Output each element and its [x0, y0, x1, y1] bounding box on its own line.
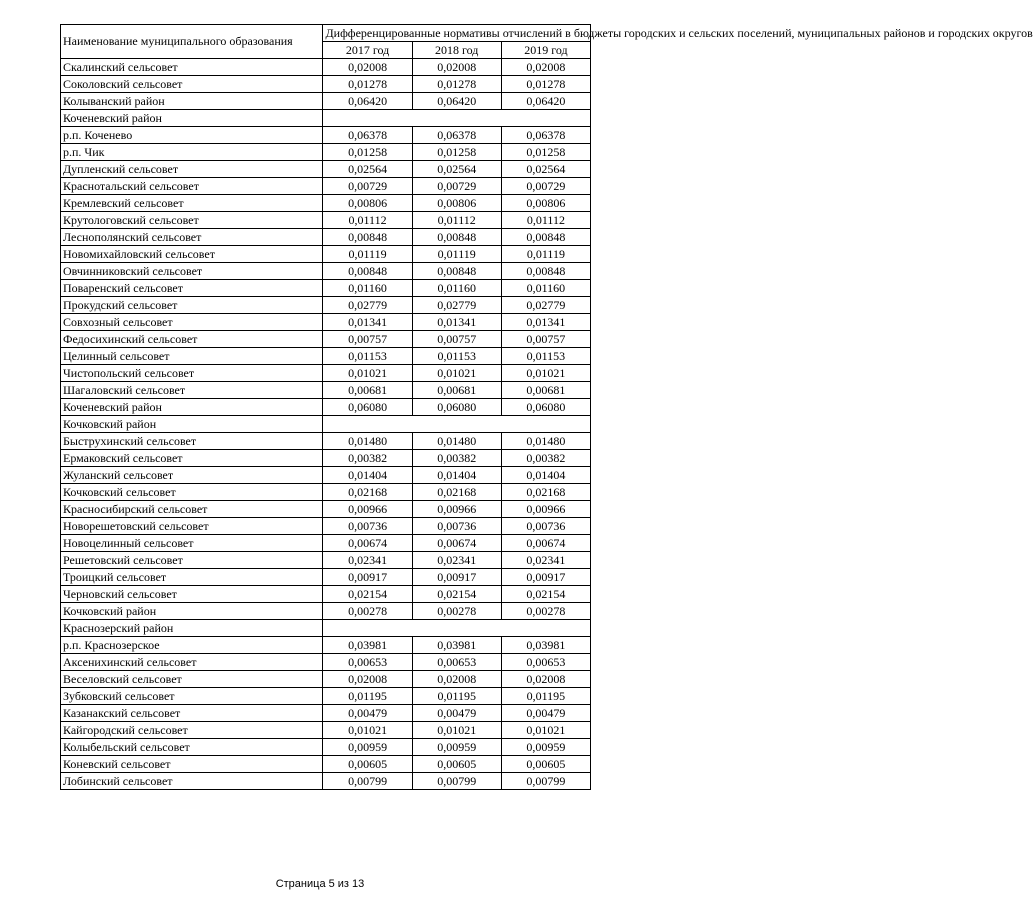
- value-2017: 0,00674: [323, 535, 412, 552]
- value-2018: 0,00757: [412, 331, 501, 348]
- table-row: [61, 433, 591, 450]
- table-row: [61, 671, 591, 688]
- district-empty-cell: [323, 620, 591, 637]
- value-2018: 0,01021: [412, 365, 501, 382]
- value-2018: 0,00729: [412, 178, 501, 195]
- municipality-name: Крутологовский сельсовет: [61, 212, 323, 229]
- table-row: [61, 705, 591, 722]
- table-row: [61, 297, 591, 314]
- value-2019: 0,01258: [501, 144, 590, 161]
- value-2019: 0,06080: [501, 399, 590, 416]
- value-2019: 0,00806: [501, 195, 590, 212]
- value-2017: 0,00479: [323, 705, 412, 722]
- municipality-name: Овчинниковский сельсовет: [61, 263, 323, 280]
- municipality-name: Кочковский сельсовет: [61, 484, 323, 501]
- value-2017: 0,01112: [323, 212, 412, 229]
- value-2019: 0,01278: [501, 76, 590, 93]
- value-2018: 0,01341: [412, 314, 501, 331]
- value-2019: 0,06378: [501, 127, 590, 144]
- table-row: [61, 501, 591, 518]
- value-2017: 0,00959: [323, 739, 412, 756]
- value-2019: 0,02564: [501, 161, 590, 178]
- table-row: [61, 59, 591, 76]
- municipality-name: Решетовский сельсовет: [61, 552, 323, 569]
- district-row: [61, 416, 591, 433]
- value-2019: 0,06420: [501, 93, 590, 110]
- value-2018: 0,00917: [412, 569, 501, 586]
- value-2017: 0,00681: [323, 382, 412, 399]
- table-row: [61, 365, 591, 382]
- value-2017: 0,01119: [323, 246, 412, 263]
- value-2017: 0,00757: [323, 331, 412, 348]
- value-2018: 0,02008: [412, 59, 501, 76]
- municipality-name: Лобинский сельсовет: [61, 773, 323, 790]
- value-2018: 0,06378: [412, 127, 501, 144]
- value-2019: 0,00966: [501, 501, 590, 518]
- value-2017: 0,00382: [323, 450, 412, 467]
- table-row: [61, 552, 591, 569]
- municipality-name: Поваренский сельсовет: [61, 280, 323, 297]
- table-row: [61, 637, 591, 654]
- municipality-name: Коченевский район: [61, 399, 323, 416]
- value-2019: 0,02168: [501, 484, 590, 501]
- value-2018: 0,02779: [412, 297, 501, 314]
- column-header-name: Наименование муниципального образования: [61, 25, 323, 59]
- municipality-name: Совхозный сельсовет: [61, 314, 323, 331]
- table-row: [61, 161, 591, 178]
- table-row: [61, 739, 591, 756]
- municipality-name: Леснополянский сельсовет: [61, 229, 323, 246]
- district-empty-cell: [323, 110, 591, 127]
- municipality-name: Прокудский сельсовет: [61, 297, 323, 314]
- table-row: [61, 756, 591, 773]
- value-2018: 0,01278: [412, 76, 501, 93]
- value-2017: 0,01153: [323, 348, 412, 365]
- value-2017: 0,02168: [323, 484, 412, 501]
- table-row: [61, 229, 591, 246]
- column-header-2018: 2018 год: [412, 42, 501, 59]
- table-row: [61, 586, 591, 603]
- value-2018: 0,01021: [412, 722, 501, 739]
- value-2019: 0,00605: [501, 756, 590, 773]
- value-2017: 0,02564: [323, 161, 412, 178]
- value-2018: 0,01153: [412, 348, 501, 365]
- value-2018: 0,06420: [412, 93, 501, 110]
- value-2018: 0,02341: [412, 552, 501, 569]
- table-row: [61, 144, 591, 161]
- value-2017: 0,02154: [323, 586, 412, 603]
- value-2018: 0,01112: [412, 212, 501, 229]
- value-2019: 0,01021: [501, 365, 590, 382]
- municipality-name: Дупленский сельсовет: [61, 161, 323, 178]
- municipality-name: Коневский сельсовет: [61, 756, 323, 773]
- table-body: [61, 59, 591, 790]
- value-2019: 0,00959: [501, 739, 590, 756]
- value-2017: 0,00653: [323, 654, 412, 671]
- value-2018: 0,01404: [412, 467, 501, 484]
- table-row: [61, 76, 591, 93]
- table-header: [61, 25, 1033, 59]
- value-2017: 0,06378: [323, 127, 412, 144]
- municipality-name: Краснотальский сельсовет: [61, 178, 323, 195]
- value-2019: 0,02008: [501, 671, 590, 688]
- district-name: Кочковский район: [61, 416, 323, 433]
- table-row: [61, 195, 591, 212]
- value-2017: 0,01258: [323, 144, 412, 161]
- municipality-name: Ермаковский сельсовет: [61, 450, 323, 467]
- value-2017: 0,01195: [323, 688, 412, 705]
- municipality-name: р.п. Коченево: [61, 127, 323, 144]
- municipality-name: Новорешетовский сельсовет: [61, 518, 323, 535]
- value-2017: 0,06080: [323, 399, 412, 416]
- district-name: Краснозерский район: [61, 620, 323, 637]
- value-2019: 0,00799: [501, 773, 590, 790]
- value-2019: 0,01021: [501, 722, 590, 739]
- value-2019: 0,00729: [501, 178, 590, 195]
- municipality-name: Кочковский район: [61, 603, 323, 620]
- table-row: [61, 280, 591, 297]
- municipality-name: Новоцелинный сельсовет: [61, 535, 323, 552]
- value-2019: 0,00917: [501, 569, 590, 586]
- value-2018: 0,00806: [412, 195, 501, 212]
- table-row: [61, 535, 591, 552]
- value-2018: 0,00605: [412, 756, 501, 773]
- value-2017: 0,02779: [323, 297, 412, 314]
- value-2018: 0,00479: [412, 705, 501, 722]
- value-2018: 0,00736: [412, 518, 501, 535]
- table-row: [61, 399, 591, 416]
- table-row: [61, 569, 591, 586]
- value-2018: 0,02564: [412, 161, 501, 178]
- value-2019: 0,02341: [501, 552, 590, 569]
- table-row: [61, 518, 591, 535]
- value-2017: 0,00966: [323, 501, 412, 518]
- table-row: [61, 263, 591, 280]
- municipality-name: Зубковский сельсовет: [61, 688, 323, 705]
- value-2017: 0,01278: [323, 76, 412, 93]
- value-2018: 0,00848: [412, 229, 501, 246]
- municipality-name: Соколовский сельсовет: [61, 76, 323, 93]
- value-2017: 0,01160: [323, 280, 412, 297]
- page-footer: Страница 5 из 13: [275, 878, 365, 890]
- value-2019: 0,01341: [501, 314, 590, 331]
- value-2017: 0,02008: [323, 59, 412, 76]
- table-row: [61, 382, 591, 399]
- value-2017: 0,02008: [323, 671, 412, 688]
- value-2018: 0,00966: [412, 501, 501, 518]
- value-2017: 0,01480: [323, 433, 412, 450]
- municipality-name: Федосихинский сельсовет: [61, 331, 323, 348]
- value-2019: 0,02154: [501, 586, 590, 603]
- value-2019: 0,01480: [501, 433, 590, 450]
- table-row: [61, 127, 591, 144]
- value-2018: 0,00681: [412, 382, 501, 399]
- municipality-name: р.п. Краснозерское: [61, 637, 323, 654]
- value-2017: 0,01021: [323, 722, 412, 739]
- value-2019: 0,00479: [501, 705, 590, 722]
- value-2019: 0,01119: [501, 246, 590, 263]
- value-2018: 0,02168: [412, 484, 501, 501]
- value-2019: 0,02008: [501, 59, 590, 76]
- value-2019: 0,00653: [501, 654, 590, 671]
- value-2018: 0,02008: [412, 671, 501, 688]
- table-row: [61, 331, 591, 348]
- district-name: Коченевский район: [61, 110, 323, 127]
- municipality-name: Целинный сельсовет: [61, 348, 323, 365]
- table-row: [61, 450, 591, 467]
- value-2018: 0,00848: [412, 263, 501, 280]
- column-header-2017: 2017 год: [323, 42, 412, 59]
- value-2019: 0,01112: [501, 212, 590, 229]
- table-row: [61, 603, 591, 620]
- value-2019: 0,03981: [501, 637, 590, 654]
- value-2019: 0,00848: [501, 229, 590, 246]
- value-2017: 0,00736: [323, 518, 412, 535]
- value-2017: 0,00917: [323, 569, 412, 586]
- municipality-name: Красносибирский сельсовет: [61, 501, 323, 518]
- value-2018: 0,00799: [412, 773, 501, 790]
- municipality-name: р.п. Чик: [61, 144, 323, 161]
- value-2017: 0,00278: [323, 603, 412, 620]
- value-2017: 0,01404: [323, 467, 412, 484]
- value-2019: 0,01160: [501, 280, 590, 297]
- value-2018: 0,00959: [412, 739, 501, 756]
- value-2018: 0,01258: [412, 144, 501, 161]
- value-2017: 0,00848: [323, 263, 412, 280]
- value-2018: 0,01160: [412, 280, 501, 297]
- value-2018: 0,01119: [412, 246, 501, 263]
- value-2019: 0,01404: [501, 467, 590, 484]
- table-row: [61, 467, 591, 484]
- municipality-name: Веселовский сельсовет: [61, 671, 323, 688]
- table-row: [61, 484, 591, 501]
- municipality-name: Колыбельский сельсовет: [61, 739, 323, 756]
- value-2019: 0,00848: [501, 263, 590, 280]
- municipality-name: Колыванский район: [61, 93, 323, 110]
- municipality-name: Быструхинский сельсовет: [61, 433, 323, 450]
- municipality-name: Троицкий сельсовет: [61, 569, 323, 586]
- district-empty-cell: [323, 416, 591, 433]
- value-2019: 0,02779: [501, 297, 590, 314]
- value-2018: 0,02154: [412, 586, 501, 603]
- table-row: [61, 348, 591, 365]
- municipality-name: Скалинский сельсовет: [61, 59, 323, 76]
- municipality-name: Аксенихинский сельсовет: [61, 654, 323, 671]
- table-row: [61, 178, 591, 195]
- table-row: [61, 722, 591, 739]
- value-2018: 0,00278: [412, 603, 501, 620]
- district-row: [61, 620, 591, 637]
- municipality-name: Казанакский сельсовет: [61, 705, 323, 722]
- value-2019: 0,01153: [501, 348, 590, 365]
- value-2017: 0,00799: [323, 773, 412, 790]
- value-2019: 0,00674: [501, 535, 590, 552]
- table-row: [61, 246, 591, 263]
- table-row: [61, 212, 591, 229]
- municipality-name: Черновский сельсовет: [61, 586, 323, 603]
- municipality-name: Чистопольский сельсовет: [61, 365, 323, 382]
- value-2017: 0,00605: [323, 756, 412, 773]
- value-2019: 0,00382: [501, 450, 590, 467]
- value-2019: 0,01195: [501, 688, 590, 705]
- value-2017: 0,01021: [323, 365, 412, 382]
- value-2018: 0,06080: [412, 399, 501, 416]
- value-2019: 0,00757: [501, 331, 590, 348]
- column-header-normatives: Дифференцированные нормативы отчислений в бюджеты городских и сельских поселений, муниципальных районов и городских округов: [323, 25, 591, 42]
- value-2018: 0,01480: [412, 433, 501, 450]
- municipality-name: Кайгородский сельсовет: [61, 722, 323, 739]
- value-2018: 0,00653: [412, 654, 501, 671]
- municipality-name: Жуланский сельсовет: [61, 467, 323, 484]
- table-row: [61, 314, 591, 331]
- value-2019: 0,00681: [501, 382, 590, 399]
- value-2018: 0,00382: [412, 450, 501, 467]
- table-row: [61, 688, 591, 705]
- value-2017: 0,00848: [323, 229, 412, 246]
- column-header-2019: 2019 год: [501, 42, 590, 59]
- district-row: [61, 110, 591, 127]
- value-2019: 0,00278: [501, 603, 590, 620]
- municipality-name: Кремлевский сельсовет: [61, 195, 323, 212]
- municipality-name: Новомихайловский сельсовет: [61, 246, 323, 263]
- table-row: [61, 773, 591, 790]
- value-2017: 0,02341: [323, 552, 412, 569]
- table-row: [61, 654, 591, 671]
- value-2018: 0,00674: [412, 535, 501, 552]
- value-2018: 0,01195: [412, 688, 501, 705]
- value-2019: 0,00736: [501, 518, 590, 535]
- value-2017: 0,00729: [323, 178, 412, 195]
- value-2017: 0,00806: [323, 195, 412, 212]
- value-2017: 0,06420: [323, 93, 412, 110]
- normatives-table: [60, 24, 1033, 790]
- value-2018: 0,03981: [412, 637, 501, 654]
- value-2017: 0,01341: [323, 314, 412, 331]
- table-row: [61, 93, 591, 110]
- municipality-name: Шагаловский сельсовет: [61, 382, 323, 399]
- value-2017: 0,03981: [323, 637, 412, 654]
